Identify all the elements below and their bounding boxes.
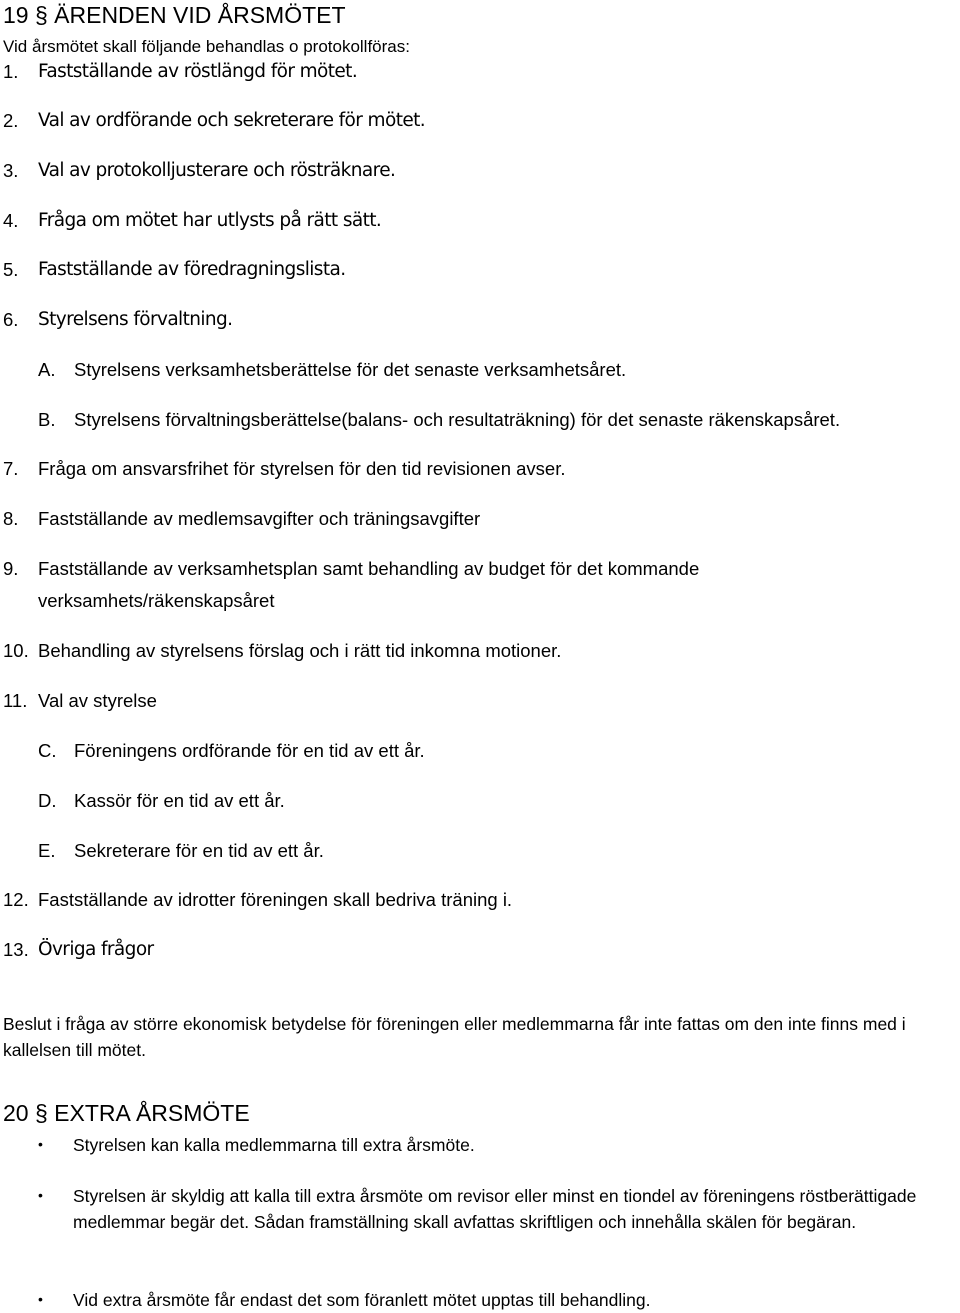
- item-number: 5.: [3, 259, 19, 280]
- item-text: Föreningens ordförande för en tid av ett år.: [74, 740, 425, 761]
- item-letter: B.: [38, 409, 56, 430]
- item-text: Fastställande av idrotter föreningen skall bedriva träning i.: [38, 889, 513, 910]
- item-number: 9.: [3, 558, 19, 579]
- item-letter: D.: [38, 790, 57, 811]
- item-text: Val av ordförande och sekreterare för mötet.: [38, 110, 426, 131]
- item-letter: E.: [38, 840, 56, 861]
- item-number: 6.: [3, 309, 19, 330]
- item-text-continued: verksamhets/räkenskapsåret: [38, 590, 275, 611]
- section-19-intro: Vid årsmötet skall följande behandlas o protokollföras:: [3, 37, 410, 56]
- item-text: Styrelsens förvaltningsberättelse(balans- och resultaträkning) för det senaste räkenskapsåret.: [74, 409, 841, 430]
- item-number: 7.: [3, 458, 19, 479]
- item-number: 1.: [3, 61, 19, 82]
- item-number: 13.: [3, 939, 29, 960]
- item-letter: C.: [38, 740, 57, 761]
- item-number: 10.: [3, 640, 29, 661]
- item-text: Styrelsens förvaltning.: [38, 309, 233, 330]
- item-text: Fastställande av verksamhetsplan samt behandling av budget för det kommande: [38, 558, 700, 579]
- item-text: Sekreterare för en tid av ett år.: [74, 840, 324, 861]
- item-number: 11.: [3, 690, 28, 711]
- section-19-heading: 19 § ÄRENDEN VID ÅRSMÖTET: [3, 2, 346, 28]
- item-text: Val av styrelse: [38, 690, 157, 711]
- section-20-heading: 20 § EXTRA ÅRSMÖTE: [3, 1100, 250, 1126]
- item-number: 12.: [3, 889, 29, 910]
- bullet-text: Styrelsen är skyldig att kalla till extra årsmöte om revisor eller minst en tiondel av föreningens röstberättigade medlemmar begär det. Sådan framställning skall avfattas skriftligen och innehålla skälen för begäran.: [73, 1186, 917, 1232]
- item-number: 8.: [3, 508, 19, 529]
- bullet-text: Styrelsen kan kalla medlemmarna till extra årsmöte.: [73, 1135, 475, 1155]
- item-number: 2.: [3, 110, 19, 131]
- item-text: Övriga frågor: [38, 939, 154, 960]
- bullet-icon: •: [38, 1136, 43, 1152]
- item-text: Fastställande av röstlängd för mötet.: [38, 61, 358, 82]
- item-text: Val av protokolljusterare och rösträknare.: [38, 160, 396, 181]
- item-number: 3.: [3, 160, 19, 181]
- item-text: Kassör för en tid av ett år.: [74, 790, 285, 811]
- item-number: 4.: [3, 210, 19, 231]
- item-text: Behandling av styrelsens förslag och i rätt tid inkomna motioner.: [38, 640, 562, 661]
- bullet-icon: •: [38, 1187, 43, 1203]
- item-letter: A.: [38, 359, 56, 380]
- item-text: Fastställande av medlemsavgifter och träningsavgifter: [38, 508, 481, 529]
- item-text: Fråga om ansvarsfrihet för styrelsen för den tid revisionen avser.: [38, 458, 566, 479]
- section-19-note: Beslut i fråga av större ekonomisk betydelse för föreningen eller medlemmarna får inte fattas om den inte finns med i kallelsen till mötet.: [3, 1014, 906, 1060]
- item-text: Fastställande av föredragningslista.: [38, 259, 346, 280]
- bullet-icon: •: [38, 1291, 43, 1307]
- bullet-text: Vid extra årsmöte får endast det som föranlett mötet upptas till behandling.: [73, 1290, 651, 1310]
- item-text: Fråga om mötet har utlysts på rätt sätt.: [38, 210, 382, 231]
- item-text: Styrelsens verksamhetsberättelse för det senaste verksamhetsåret.: [74, 359, 627, 380]
